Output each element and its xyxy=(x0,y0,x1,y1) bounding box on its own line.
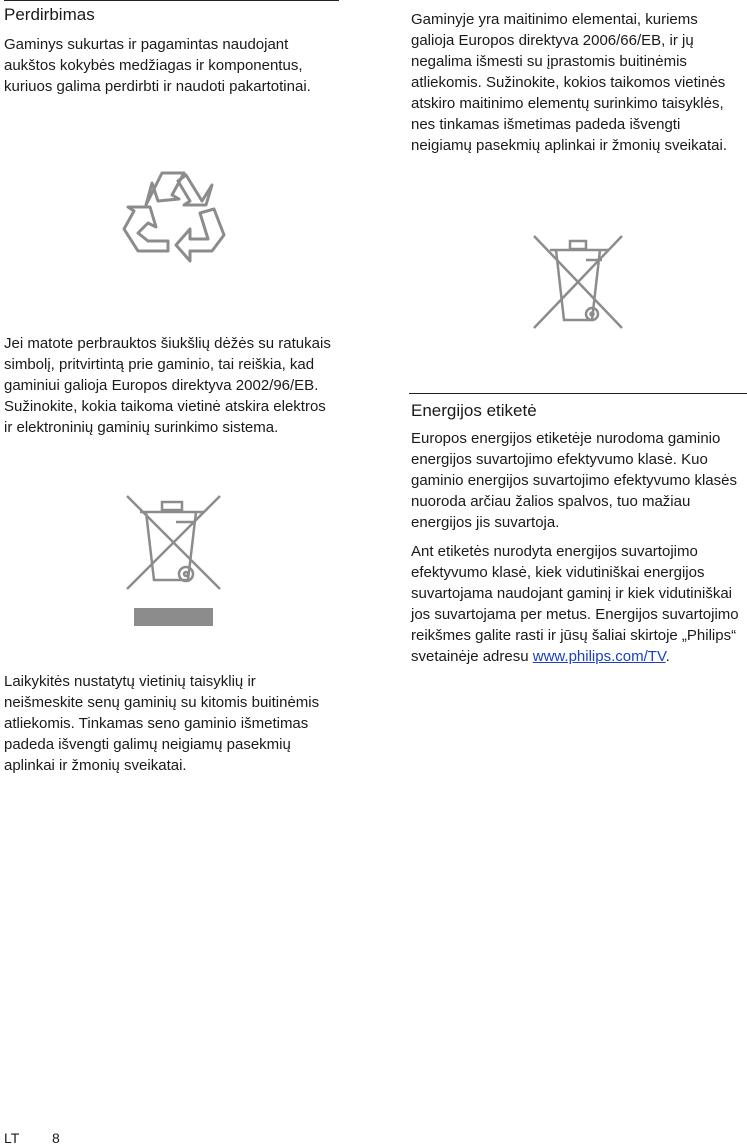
philips-tv-link[interactable]: www.philips.com/TV xyxy=(532,648,666,665)
energy-label-text: Ant etiketės nurodyta energijos suvartojimo efektyvumo klasė, kiek vidutiniškai energijos suvartojama naudojant gaminį ir kiek vidutiniškai jos suvartojama per metus. Energijos suvartojimo reikšmes galite rasti ir jūsų šaliai skirtoje „Philips“ svetainėje adresu xyxy=(411,543,739,665)
section-title-energy-label: Energijos etiketė xyxy=(411,401,537,420)
page-number: 8 xyxy=(52,1130,60,1146)
battery-paragraph: Gaminyje yra maitinimo elementai, kuriems galioja Europos direktyva 2006/66/EB, ir jų negalima išmesti su įprastomis buitinėmis atliekomis. Sužinokite, kokios taikomos vietinės atskiro maitinimo elementų surinkimo taisyklės, nes tinkamas išmetimas padeda išvengti neigiamų pasekmių aplinkai ir žmonių sveikatai. xyxy=(411,11,727,154)
crossed-battery-bin-icon xyxy=(530,232,626,337)
language-code: LT xyxy=(4,1130,20,1146)
energy-label-paragraph-1: Europos energijos etiketėje nurodoma gaminio energijos suvartojimo efektyvumo klasė. Kuo gaminio energijos suvartojimo efektyvumo klasės nuoroda arčiau žalios spalvos, tuo mažiau energijos jis suvartoja. xyxy=(411,430,737,531)
section-title-recycling: Perdirbimas xyxy=(4,5,95,24)
disposal-paragraph: Laikykitės nustatytų vietinių taisyklių ir neišmeskite senų gaminių su kitomis buitinėmis atliekomis. Tinkamas seno gaminio išmetimas padeda išvengti galimų neigiamų pasekmių aplinkai ir žmonių sveikatai. xyxy=(4,673,320,774)
weee-paragraph: Jei matote perbrauktos šiukšlių dėžės su ratukais simbolį, pritvirtintą prie gaminio, tai reiškia, kad gaminiui galioja Europos direktyva 2002/96/EB. Sužinokite, kokia taikoma vietinė atskira elektros ir elektroninių gaminių surinkimo sistema. xyxy=(4,335,331,436)
page-footer xyxy=(4,1130,60,1146)
recycling-paragraph: Gaminys sukurtas ir pagamintas naudojant aukštos kokybės medžiagas ir komponentus, kuriuos galima perdirbti ir naudoti pakartotinai. xyxy=(4,36,311,95)
energy-label-paragraph-2 xyxy=(411,541,745,667)
section-rule xyxy=(409,393,747,394)
recycle-icon xyxy=(116,165,226,280)
crossed-bin-icon xyxy=(122,494,227,634)
period: . xyxy=(665,648,670,665)
